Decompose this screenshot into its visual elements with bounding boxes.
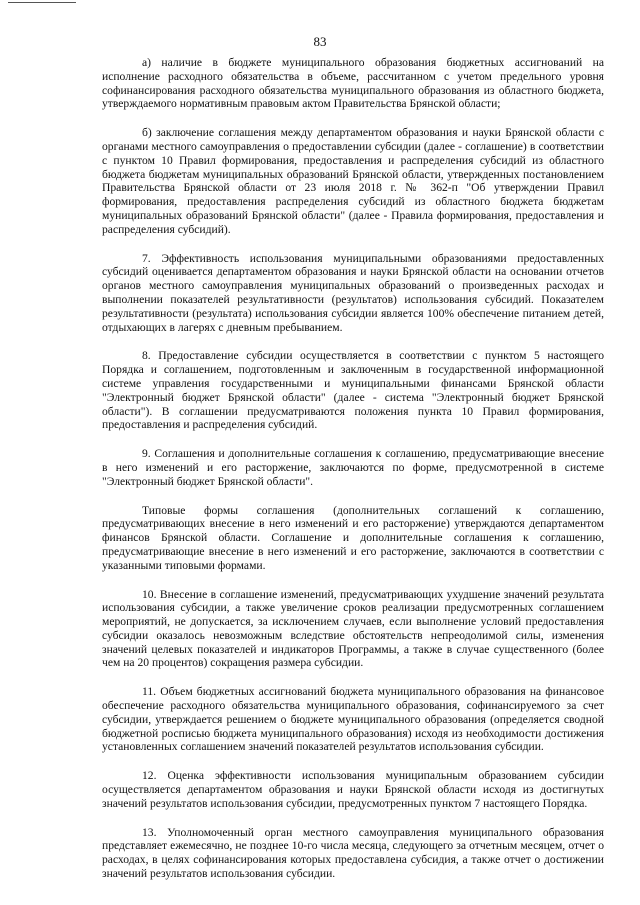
paragraph-8: 8. Предоставление субсидии осуществляется в соответствии с пунктом 5 настоящего Порядка и соглашением, подготовленным и заключенным в государственной информационной системе управления государственными и муниципальными финансами Брянской области "Электронный бюджет Брянской области" (далее - система "Электронный бюджет Брянской области"). В соглашении предусматриваются положения пункта 10 Правил формирования, предоставления и распределения субсидий. [102, 349, 604, 432]
paragraph-13: 13. Уполномоченный орган местного самоуправления муниципального образования представляет ежемесячно, не позднее 10-го числа месяца, следующего за отчетным месяцем, отчет о расходах, в целях софинансирования которых предоставлена субсидия, а также отчет о достижении значений результатов использования субсидии. [102, 825, 604, 881]
paragraph-clause-b: б) заключение соглашения между департаментом образования и науки Брянской области с органами местного самоуправления о предоставлении субсидии (далее - соглашение) в соответствии с пунктом 10 Правил формирования, предоставления и распределения субсидий из областного бюджета бюджетам муниципальных образований Брянской области, утвержденных постановлением Правительства Брянской области от 23 июля 2018 г. № 362-п "Об утверждении Правил формирования, предоставления распределения субсидий из областного бюджета бюджетам муниципальных образований Брянской области" (далее - Правила формирования, предоставления и распределения субсидий). [102, 126, 604, 236]
paragraph-12: 12. Оценка эффективности использования муниципальным образованием субсидии осуществляется департаментом образования и науки Брянской области исходя из достигнутых значений результатов использования субсидии, предусмотренных пунктом 7 настоящего Порядка. [102, 769, 604, 810]
paragraph-10: 10. Внесение в соглашение изменений, предусматривающих ухудшение значений результата использования субсидии, а также увеличение сроков реализации предусмотренных соглашением мероприятий, не допускается, за исключением случаев, если выполнение условий предоставления субсидии оказалось невозможным вследствие обстоятельств непреодолимой силы, изменения значений целевых показателей и индикаторов Программы, а также в случае существенного (более чем на 20 процентов) сокращения размера субсидии. [102, 587, 604, 670]
document-body [102, 56, 604, 881]
paragraph-typical-forms: Типовые формы соглашения (дополнительных соглашений к соглашению, предусматривающих внесение в него изменений и его расторжение) утверждаются департаментом финансов Брянской области. Соглашение и дополнительные соглашения к соглашению, предусматривающие внесение в него изменений и его расторжение, заключаются в соответствии с указанными типовыми формами. [102, 503, 604, 572]
paragraph-9: 9. Соглашения и дополнительные соглашения к соглашению, предусматривающие внесение в него изменений и его расторжение, заключаются по форме, предусмотренной в системе "Электронный бюджет Брянской области". [102, 447, 604, 488]
paragraph-11: 11. Объем бюджетных ассигнований бюджета муниципального образования на финансовое обеспечение расходного обязательства муниципального образования, софинансируемого за счет субсидии, утверждается решением о бюджете муниципального образования (определяется сводной бюджетной росписью бюджета муниципального образования) исходя из необходимости достижения установленных соглашением значений показателей результатов использования субсидии. [102, 685, 604, 754]
top-edge-rule [8, 2, 76, 3]
paragraph-7: 7. Эффективность использования муниципальными образованиями предоставленных субсидий оценивается департаментом образования и науки Брянской области на основании отчетов органов местного самоуправления муниципальных образований о произведенных расходах и выполнении показателей результативности (результатов) использования субсидий. Показателем результативности (результата) использования субсидии является 100% обеспечение питанием детей, отдыхающих в лагерях с дневным пребыванием. [102, 251, 604, 334]
page-number: 83 [313, 34, 327, 49]
paragraph-clause-a: а) наличие в бюджете муниципального образования бюджетных ассигнований на исполнение расходного обязательства в объеме, рассчитанном с учетом предельного уровня софинансирования расходного обязательства муниципального образования из областного бюджета, утверждаемого нормативным правовым актом Правительства Брянской области; [102, 56, 604, 111]
